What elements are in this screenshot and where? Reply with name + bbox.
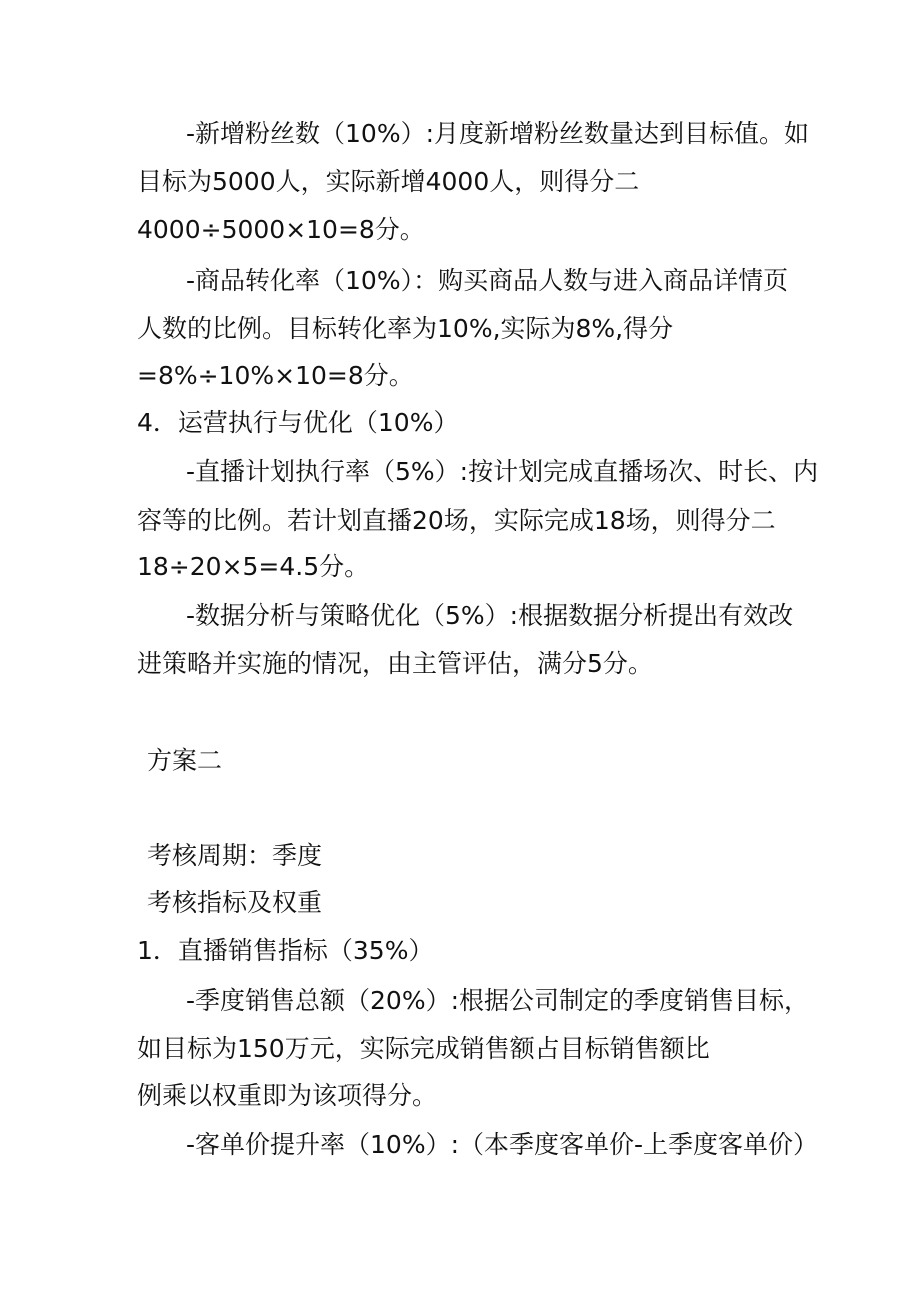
text-line: -商品转化率（10%）：购买商品人数与进入商品详情页: [186, 266, 789, 295]
text-line: 进策略并实施的情况，由主管评估，满分5分。: [137, 649, 653, 678]
text-line: 4000÷5000×10=8分。: [137, 215, 425, 244]
assessment-period: 考核周期：季度: [147, 841, 323, 870]
text-line: -季度销售总额（20%）:根据公司制定的季度销售目标，: [186, 986, 810, 1015]
section-heading: 1．直播销售指标（35%）: [137, 936, 434, 965]
indicators-heading: 考核指标及权重: [147, 888, 323, 917]
text-line: =8%÷10%×10=8分。: [137, 361, 414, 390]
text-line: 18÷20×5=4.5分。: [137, 552, 370, 581]
text-line: -新增粉丝数（10%）:月度新增粉丝数量达到目标值。如: [186, 119, 810, 148]
text-line: 例乘以权重即为该项得分。: [137, 1081, 438, 1110]
plan-title: 方案二: [147, 746, 223, 775]
text-line: -客单价提升率（10%）:（本季度客单价-上季度客单价）: [186, 1130, 819, 1159]
text-line: 人数的比例。目标转化率为10%,实际为8%,得分: [137, 314, 674, 343]
text-line: 目标为5000人，实际新增4000人，则得分二: [137, 167, 640, 196]
text-line: -数据分析与策略优化（5%）:根据数据分析提出有效改: [186, 601, 794, 630]
section-heading: 4．运营执行与优化（10%）: [137, 408, 459, 437]
text-line: -直播计划执行率（5%）:按计划完成直播场次、时长、内: [186, 457, 819, 486]
text-line: 如目标为150万元，实际完成销售额占目标销售额比: [137, 1034, 710, 1063]
text-line: 容等的比例。若计划直播20场，实际完成18场，则得分二: [137, 506, 776, 535]
